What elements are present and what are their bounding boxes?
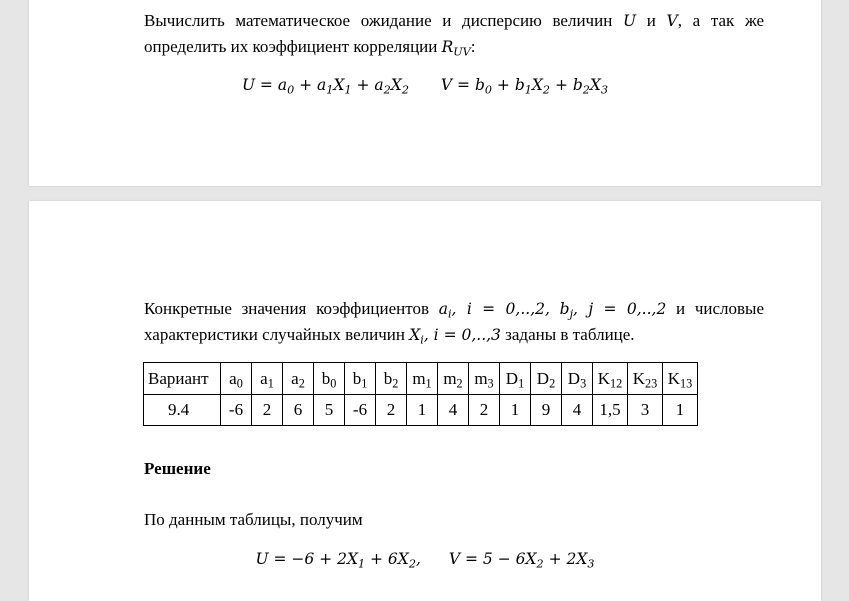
intro-line-2-text: характеристики случайных величин <box>144 325 405 344</box>
formula-v-lhs: V = b <box>440 76 485 94</box>
formula-u-mid2: + a <box>351 76 384 94</box>
header-m3 <box>469 363 500 395</box>
header-D2-sub: 2 <box>549 376 556 391</box>
formula-u-sub1: 1 <box>326 83 334 97</box>
formula-v-sub2: 2 <box>582 83 590 97</box>
formula-v-x3-sub: 3 <box>600 83 609 97</box>
header-K13-base: K <box>667 368 681 388</box>
header-m2 <box>438 363 469 395</box>
result-v-sub2: 2 <box>536 557 544 571</box>
result-u-part2: + 6X <box>365 550 409 568</box>
value-a2: 6 <box>283 395 314 426</box>
header-b1-base: b <box>352 368 362 388</box>
formula-u-lhs: U = a <box>241 76 288 94</box>
variant-value: 9.4 <box>144 395 221 426</box>
header-a1-sub: 1 <box>267 376 274 391</box>
result-u-part1: U = −6 + 2X <box>255 550 358 568</box>
coef-a-base: a <box>438 300 448 318</box>
header-b0-base: b <box>321 368 331 388</box>
formula-v-x2: X <box>531 76 543 94</box>
header-b0 <box>314 363 345 395</box>
formula-u <box>241 76 409 97</box>
header-K12-sub: 12 <box>610 376 623 391</box>
formula-v-sub0: 0 <box>484 83 492 97</box>
result-v-sub3: 3 <box>587 557 595 571</box>
header-b2 <box>376 363 407 395</box>
coef-a-range: , i = 0,..,2, <box>451 300 550 318</box>
header-D2-base: D <box>536 368 550 388</box>
correlation-symbol-base: R <box>441 38 454 56</box>
coef-b-base: b <box>559 300 570 318</box>
result-u-comma: , <box>415 550 421 568</box>
intro-line-1-tail: и числовые <box>676 299 765 318</box>
header-D2 <box>531 363 562 395</box>
formula-u-sub0: 0 <box>287 83 295 97</box>
var-x-sub: i <box>420 333 424 347</box>
header-D1 <box>500 363 531 395</box>
header-a1 <box>252 363 283 395</box>
header-b1 <box>345 363 376 395</box>
formula-u-x2-sub: 2 <box>401 83 409 97</box>
header-b2-base: b <box>383 368 393 388</box>
var-x-base: X <box>409 326 421 344</box>
coefficients-table <box>143 362 698 426</box>
coef-b-sub: j <box>569 307 574 321</box>
task-statement <box>144 8 764 60</box>
value-m3: 2 <box>469 395 500 426</box>
intro-line-2-tail: заданы в таблице. <box>505 325 635 344</box>
header-b0-sub: 0 <box>330 376 337 391</box>
value-K12: 1,5 <box>593 395 628 426</box>
header-m1-sub: 1 <box>425 376 432 391</box>
header-a2-sub: 2 <box>298 376 305 391</box>
header-m2-sub: 2 <box>456 376 463 391</box>
formula-v-x3: X <box>589 76 601 94</box>
formula-v <box>440 76 609 97</box>
header-m2-base: m <box>443 368 457 388</box>
header-b1-sub: 1 <box>361 376 368 391</box>
formula-v-mid1: + b <box>492 76 525 94</box>
header-a2 <box>283 363 314 395</box>
value-a0: -6 <box>221 395 252 426</box>
coef-a <box>438 300 550 321</box>
formula-u-x1-sub: 1 <box>344 83 352 97</box>
value-b0: 5 <box>314 395 345 426</box>
var-u: U <box>622 12 637 30</box>
task-line-2-tail: : <box>470 37 476 56</box>
header-a0-sub: 0 <box>236 376 243 391</box>
formula-v-x2-sub: 2 <box>542 83 551 97</box>
var-x-range: , i = 0,..,3 <box>423 326 501 344</box>
definition-formula <box>29 76 821 95</box>
header-D3-sub: 3 <box>580 376 587 391</box>
correlation-symbol <box>441 38 471 59</box>
value-D3: 4 <box>562 395 593 426</box>
task-line-1-tail: , а так же <box>677 11 765 30</box>
coef-b <box>559 300 667 321</box>
header-K12-base: K <box>597 368 611 388</box>
header-K23-sub: 23 <box>645 376 658 391</box>
intro-paragraph <box>144 296 764 348</box>
result-u-sub1: 1 <box>357 557 366 571</box>
conj-and: и <box>646 11 656 30</box>
value-a1: 2 <box>252 395 283 426</box>
formula-u-x2: X <box>390 76 402 94</box>
value-D2: 9 <box>531 395 562 426</box>
header-m1 <box>407 363 438 395</box>
task-line-1 <box>144 8 764 34</box>
header-m3-sub: 3 <box>487 376 494 391</box>
table-row <box>144 395 698 426</box>
value-b1: -6 <box>345 395 376 426</box>
header-K23-base: K <box>632 368 646 388</box>
result-v-part2: + 2X <box>543 550 588 568</box>
document-page-2 <box>29 201 821 601</box>
header-m3-base: m <box>474 368 488 388</box>
value-m1: 1 <box>407 395 438 426</box>
header-K13 <box>663 363 698 395</box>
solution-text: По данным таблицы, получим <box>144 510 363 529</box>
value-D1: 1 <box>500 395 531 426</box>
solution-heading: Решение <box>144 459 211 478</box>
intro-line-1-text: Конкретные значения коэффициентов <box>144 299 429 318</box>
header-b2-sub: 2 <box>392 376 399 391</box>
value-b2: 2 <box>376 395 407 426</box>
header-a2-base: a <box>291 368 299 388</box>
result-u-sub2: 2 <box>408 557 416 571</box>
formula-v-sub1: 1 <box>524 83 532 97</box>
formula-u-mid1: + a <box>294 76 327 94</box>
header-a0 <box>221 363 252 395</box>
header-D1-sub: 1 <box>518 376 525 391</box>
var-x <box>409 326 501 347</box>
task-line-1-text: Вычислить математическое ожидание и дисперсию величин <box>144 11 613 30</box>
value-m2: 4 <box>438 395 469 426</box>
intro-line-2 <box>144 322 764 348</box>
header-variant: Вариант <box>144 363 221 395</box>
task-line-2 <box>144 34 764 60</box>
value-K13: 1 <box>663 395 698 426</box>
header-D3 <box>562 363 593 395</box>
intro-line-1 <box>144 296 764 322</box>
task-line-2-text: определить их коэффициент корреляции <box>144 37 438 56</box>
header-a0-base: a <box>229 368 237 388</box>
result-u <box>255 550 421 571</box>
header-K13-sub: 13 <box>680 376 693 391</box>
header-D3-base: D <box>567 368 581 388</box>
header-D1-base: D <box>505 368 519 388</box>
formula-u-sub2: 2 <box>383 83 391 97</box>
formula-u-x1: X <box>333 76 345 94</box>
document-page-1 <box>29 0 821 186</box>
coef-b-range: , j = 0,..,2 <box>573 300 667 318</box>
correlation-symbol-sub: UV <box>453 45 471 59</box>
header-K12 <box>593 363 628 395</box>
coef-a-sub: i <box>447 307 452 321</box>
value-K23: 3 <box>628 395 663 426</box>
header-a1-base: a <box>260 368 268 388</box>
table-header-row <box>144 363 698 395</box>
header-m1-base: m <box>412 368 426 388</box>
var-v: V <box>666 12 678 30</box>
header-K23 <box>628 363 663 395</box>
result-formula <box>29 550 821 569</box>
formula-v-mid2: + b <box>550 76 583 94</box>
result-v <box>448 550 595 571</box>
result-v-part1: V = 5 − 6X <box>448 550 537 568</box>
